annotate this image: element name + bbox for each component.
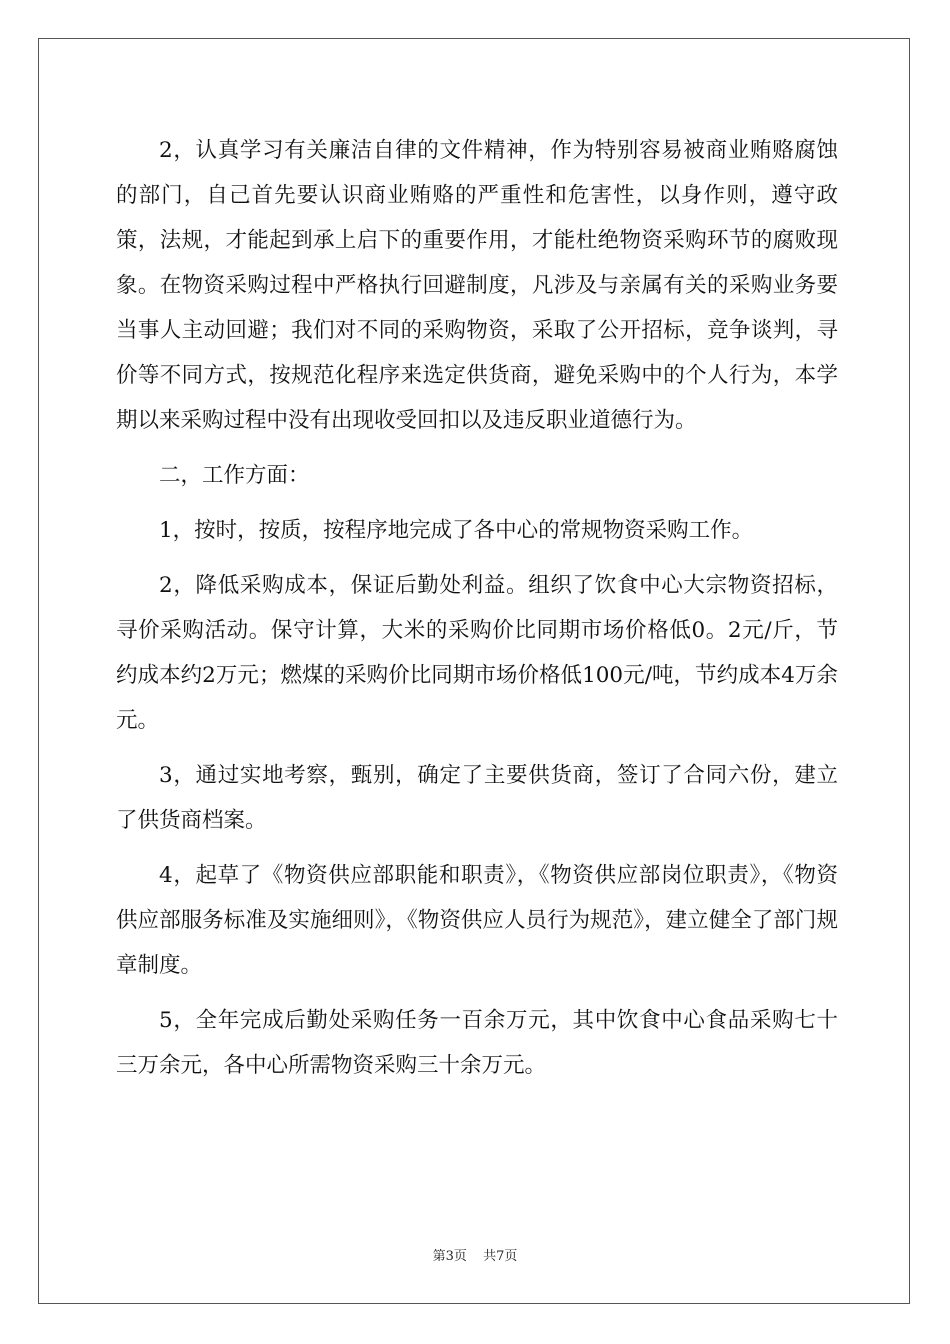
paragraph-regulations: 4，起草了《物资供应部职能和职责》，《物资供应部岗位职责》，《物资供应部服务标准及实施细则》，《物资供应人员行为规范》，建立健全了部门规章制度。 [116, 863, 838, 978]
section-heading-work: 二，工作方面： [159, 463, 310, 488]
paragraph-integrity: 2，认真学习有关廉洁自律的文件精神，作为特别容易被商业贿赂腐蚀的部门，自己首先要认识商业贿赂的严重性和危害性，以身作则，遵守政策，法规，才能起到承上启下的重要作用，才能杜绝物资采购环节的腐败现象。在物资采购过程中严格执行回避制度，凡涉及与亲属有关的采购业务要当事人主动回避；我们对不同的采购物资，采取了公开招标，竞争谈判，寻价等不同方式，按规范化程序来选定供货商，避免采购中的个人行为，本学期以来采购过程中没有出现收受回扣以及违反职业道德行为。 [116, 138, 838, 433]
paragraph-routine-purchasing: 1，按时，按质，按程序地完成了各中心的常规物资采购工作。 [159, 518, 754, 543]
document-body [116, 128, 838, 1088]
page-total: 共7页 [483, 1249, 518, 1264]
page-number: 第3页 [432, 1249, 467, 1264]
page-footer [0, 1245, 950, 1264]
paragraph-cost-reduction: 2，降低采购成本，保证后勤处利益。组织了饮食中心大宗物资招标，寻价采购活动。保守计算，大米的采购价比同期市场价格低0。2元/斤，节约成本约2万元；燃煤的采购价比同期市场价格低100元/吨，节约成本4万余元。 [116, 573, 838, 733]
paragraph-annual-total: 5，全年完成后勤处采购任务一百余万元，其中饮食中心食品采购七十三万余元，各中心所需物资采购三十余万元。 [116, 1008, 838, 1078]
paragraph-suppliers: 3，通过实地考察，甄别，确定了主要供货商，签订了合同六份，建立了供货商档案。 [116, 763, 838, 833]
